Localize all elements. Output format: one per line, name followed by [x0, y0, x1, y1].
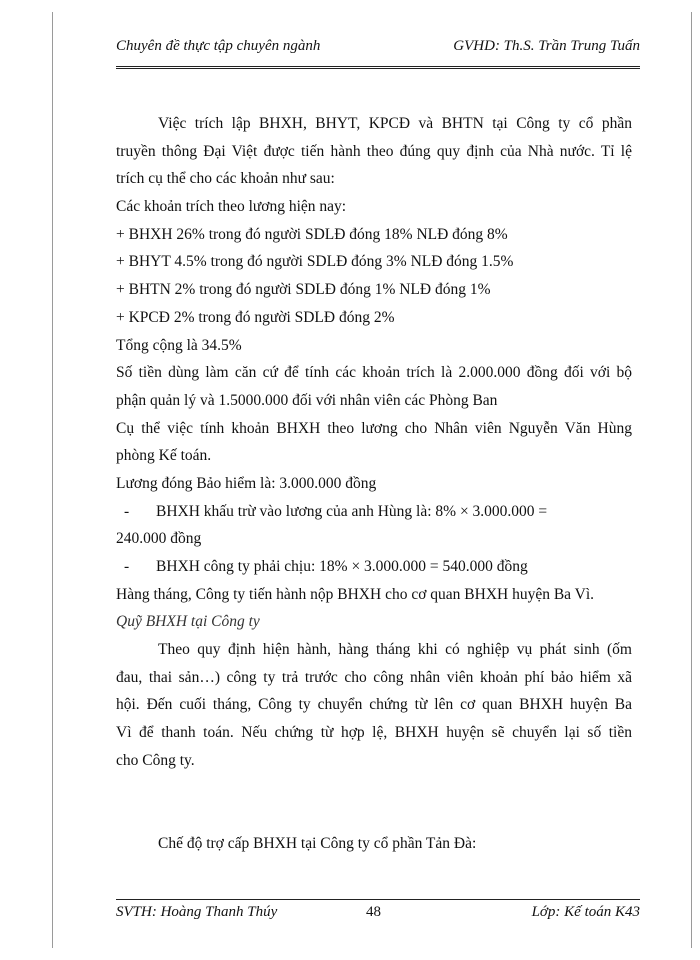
rates-title: Các khoản trích theo lương hiện nay:: [116, 198, 347, 216]
page-footer: [116, 899, 640, 928]
page-number: 48: [366, 904, 381, 920]
base-amount-line: Số tiền dùng làm căn cứ để tính các khoản trích là 2.000.000 đồng đối với bộ: [116, 364, 632, 382]
paragraph-intro-line: truyền thông Đại Việt được tiến hành theo đúng quy định của Nhà nước. Tỉ lệ: [116, 142, 632, 160]
dash-bullet: -: [124, 502, 130, 520]
rate-total: Tổng cộng là 34.5%: [116, 336, 242, 354]
rate-item-bhxh: + BHXH 26% trong đó người SDLĐ đóng 18% NLĐ đóng 8%: [116, 225, 508, 243]
fund-heading: Quỹ BHXH tại Công ty: [116, 613, 260, 631]
header-topic: Chuyên đề thực tập chuyên ngành: [116, 38, 321, 54]
rate-item-bhyt: + BHYT 4.5% trong đó người SDLĐ đóng 3% NLĐ đóng 1.5%: [116, 253, 514, 271]
deduction-amount: 240.000 đồng: [116, 530, 202, 548]
paragraph-intro-line: Việc trích lập BHXH, BHYT, KPCĐ và BHTN tại Công ty cổ phần: [158, 115, 632, 132]
dash-bullet: -: [124, 558, 130, 575]
base-amount-line: phận quản lý và 1.5000.000 đối với nhân viên các Phòng Ban: [116, 391, 498, 409]
regime-heading: Chế độ trợ cấp BHXH tại Công ty cổ phần Tản Đà:: [158, 834, 477, 852]
example-line: phòng Kế toán.: [116, 447, 212, 465]
footer-student: SVTH: Hoàng Thanh Thúy: [116, 904, 278, 920]
paragraph-fund-line: hội. Đến cuối tháng, Công ty chuyển chứng từ lên cơ quan BHXH huyện Ba: [116, 696, 632, 714]
deduction-line: [116, 498, 632, 526]
example-line: Cụ thể việc tính khoản BHXH theo lương cho Nhân viên Nguyễn Văn Hùng: [116, 419, 632, 437]
paragraph-fund-line: Vì để thanh toán. Nếu chứng từ hợp lệ, BHXH huyện sẽ chuyển lại số tiền: [116, 724, 632, 742]
company-pay-text: BHXH công ty phải chịu: 18% × 3.000.000 = 540.000 đồng: [156, 558, 528, 575]
company-pay-line: [116, 553, 632, 581]
header-supervisor: GVHD: Th.S. Trần Trung Tuấn: [453, 38, 640, 54]
paragraph-fund-line: đau, thai sản…) công ty trả trước cho công nhân viên khoản phí bảo hiểm xã: [116, 668, 632, 686]
rate-item-bhtn: + BHTN 2% trong đó người SDLĐ đóng 1% NLĐ đóng 1%: [116, 281, 491, 299]
document-body: [116, 110, 632, 857]
monthly-payment: Hàng tháng, Công ty tiến hành nộp BHXH cho cơ quan BHXH huyện Ba Vì.: [116, 585, 595, 603]
deduction-text: BHXH khấu trừ vào lương của anh Hùng là: 8% × 3.000.000 =: [156, 502, 548, 520]
page-header: [116, 38, 640, 69]
insured-salary: Lương đóng Bảo hiểm là: 3.000.000 đồng: [116, 474, 377, 492]
paragraph-fund-line: Theo quy định hiện hành, hàng tháng khi có nghiệp vụ phát sinh (ốm: [158, 641, 632, 659]
spacer: [116, 775, 632, 830]
rate-item-kpcd: + KPCĐ 2% trong đó người SDLĐ đóng 2%: [116, 308, 395, 326]
paragraph-intro-line: trích cụ thể cho các khoản như sau:: [116, 170, 335, 188]
paragraph-fund-line: cho Công ty.: [116, 751, 195, 769]
footer-class: Lớp: Kế toán K43: [531, 904, 640, 920]
